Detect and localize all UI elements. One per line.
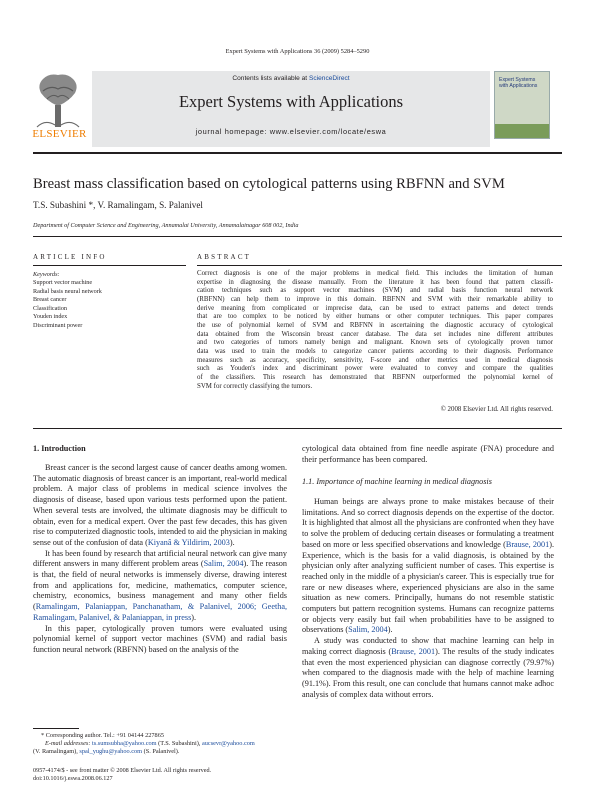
email-link[interactable]: spal_yughu@yahoo.com — [79, 748, 143, 755]
email-label: E-mail addresses: — [45, 740, 91, 747]
citation-link[interactable]: Brause, 2001 — [391, 646, 436, 656]
header-rule — [33, 152, 562, 154]
article-info-rule — [33, 265, 186, 266]
journal-homepage[interactable]: journal homepage: www.elsevier.com/locate/eswa — [195, 127, 387, 136]
copyright-line: © 2008 Elsevier Ltd. All rights reserved. — [440, 406, 553, 413]
body-paragraph — [33, 624, 287, 656]
abstract-bottom-rule — [33, 428, 562, 429]
journal-title: Expert Systems with Applications — [178, 92, 404, 111]
abstract-line: cation techniques such as support vector machines (SVM) and radial basis function neural network — [197, 287, 553, 295]
publisher-name: ELSEVIER — [32, 128, 87, 140]
abstract-line: expertise in diagnosing the disease manually. From the literature it has been found that pattern classifi- — [197, 278, 553, 286]
continuation-paragraph: cytological data obtained from fine needle aspirate (FNA) procedure and their performance has been compared. — [302, 444, 554, 464]
paragraph-text: Breast cancer is the second largest cause of cancer deaths among women. The automatic diagnosis of breast cancer is an important, real-world medical problem. A major class of problems in medical science involves the diagnosis of disease, based upon various tests performed upon the patient. When several tests are involved, the ultimate diagnosis may be difficult to obtain, even for a medical expert. Over the past few decades, this has given rise to computerized diagnostic tools, intended to aid the physician in making sense out of the confusion of data ( — [33, 463, 287, 547]
abstract-line: that are too complex to be noticed by either humans or other computer techniques. This paper compares — [197, 313, 553, 321]
paragraph-text: A study was conducted to show that machine learning can help in making correct diagnosis ( — [302, 636, 554, 656]
citation-link[interactable]: Brause, 2001 — [505, 539, 550, 549]
cover-title: Expert Systems with Applications — [499, 77, 538, 89]
paragraph-text: ). — [229, 537, 235, 547]
email-owner: (T.S. Subashini), — [158, 740, 201, 747]
email-owner: (V. Ramalingam), — [33, 748, 78, 755]
abstract-line: data was used to train the models to categorize cancer patients according to their diagnosis. Performance — [197, 347, 553, 355]
citation-link[interactable]: Kiyanâ & Yildirim, 2003 — [147, 537, 230, 547]
paragraph-text: ). Experience, which is the basis for a valid diagnosis, is obtained by the physician only after analyzing sufficient number of cases. This expertise is reached only in the middle of a physician's career. This is especially true for rare or new diseases where, experienced physicians are also in the same situation as new comers. Principally, humans do not resemble statistic computers but pattern recognition systems. Humans can recognize patterns or objects very easily but fail when probabilities have to be assigned to observations ( — [302, 539, 554, 635]
paragraph-text: ). — [387, 625, 393, 635]
abstract-line: measures such as accuracy, specificity, sensitivity, F-score and other metrics used in medical diagnosis — [197, 356, 553, 364]
right-column-continuation — [302, 444, 554, 465]
section-heading-introduction: 1. Introduction — [33, 444, 86, 453]
abstract-rule — [197, 265, 562, 266]
citation-link[interactable]: Salim, 2004 — [203, 559, 244, 569]
citation-link[interactable]: Ramalingam, Palaniappan, Panchanatham, & Palanivel, 2006; Geetha, Ramalingam, Palanivel, & Palaniappan, in press — [33, 602, 287, 622]
abstract-line: SVM for correctly classifying the tumors. — [197, 382, 313, 390]
footnote — [33, 732, 293, 756]
abstract-line: derive meaning from complicated or imprecise data, can be used to extract patterns and detect trends — [197, 304, 553, 312]
doi-line[interactable]: doi:10.1016/j.eswa.2008.06.127 — [33, 775, 113, 782]
article-title: Breast mass classification based on cytological patterns using RBFNN and SVM — [33, 176, 505, 192]
journal-cover-thumbnail — [494, 71, 550, 139]
keyword-item: Support vector machine — [33, 279, 93, 286]
keyword-item: Discriminant power — [33, 321, 83, 329]
abstract-body — [197, 270, 553, 391]
paragraph-text: It has been found by research that artificial neural network can give many different answers in many different problem areas ( — [33, 548, 287, 569]
keywords-label: Keywords: — [33, 271, 60, 278]
paragraph-text: ). — [191, 612, 197, 622]
paragraph-text: ). The results of the study indicates that even the most experienced physician can diagnose correctly (79.97%) when compared to the diagnosis made with the help of machine learning (91.1%). From this result, one can conclude that humans cannot make adhoc analysis of complex data without errors. — [302, 646, 554, 699]
subsection-heading: 1.1. Importance of machine learning in medical diagnosis — [302, 477, 492, 486]
cover-band — [495, 124, 549, 138]
issn-line: 0957-4174/$ - see front matter © 2008 Elsevier Ltd. All rights reserved. — [33, 767, 212, 774]
contents-line — [92, 75, 490, 82]
email-owner: (S. Palanivel). — [143, 748, 180, 755]
left-column-body — [33, 463, 287, 656]
contents-prefix: Contents lists available at — [232, 75, 309, 82]
keywords-list — [33, 279, 102, 331]
citation-link[interactable]: Salim, 2004 — [348, 625, 388, 635]
article-authors: T.S. Subashini *, V. Ramalingam, S. Palanivel — [33, 200, 203, 210]
right-column-body — [302, 497, 554, 700]
running-head: Expert Systems with Applications 36 (2009) 5284–5290 — [225, 48, 370, 55]
abstract-line: (RBFNN) can help them to improve in this domain. RBFNN and SVM with their remarkable ability to — [197, 295, 553, 303]
paragraph-text: Human beings are always prone to make mistakes because of their limitations. And so correct diagnosis depends on the expertise of the doctor. It is highlighted that almost all the physicians are confronted when they have to solve the problem of deducing certain diseases or formulating a treatment based on more or less specified observations and knowledge ( — [302, 497, 554, 549]
abstract-line: data obtained from the Wisconsin breast cancer database. The data set includes nine different attributes — [197, 330, 553, 338]
footnote-rule — [33, 728, 79, 729]
abstract-heading: ABSTRACT — [197, 253, 252, 261]
keyword-item: Youden index — [33, 313, 68, 321]
abstract-line: and two categories of tumors namely benign and malignant. Known sets of cytologically proven tumor — [197, 339, 553, 347]
keyword-item: Classification — [33, 304, 68, 312]
article-info-heading: ARTICLE INFO — [33, 253, 107, 261]
body-paragraph — [33, 463, 287, 549]
body-paragraph — [302, 497, 554, 636]
body-paragraph — [302, 636, 554, 700]
footnote-corresponding: Corresponding author. Tel.: +91 04144 227865 — [45, 732, 164, 739]
email-link[interactable]: aucsevr@yahoo.com — [201, 740, 255, 747]
paragraph-text: In this paper, cytologically proven tumors were evaluated using polynomial kernel of support vector machines (SVM) and radial basis function neural network (RBFNN) based on the analysis of the — [33, 623, 287, 654]
keyword-item: Breast cancer — [33, 296, 67, 304]
abstract-line: of the classifiers. This research has demonstrated that RBFNN outperformed the polynomial kernel of — [197, 373, 553, 381]
abstract-line: the use of polynomial kernel of SVM and RBFNN in ascertaining the diagnostic accuracy of cytological — [197, 321, 553, 329]
title-rule — [33, 236, 562, 237]
body-paragraph — [33, 549, 287, 624]
abstract-line: such as Youden's index and discriminant power were evaluated to convey and compare the qualities — [197, 365, 553, 373]
author-affiliation: Department of Computer Science and Engineering, Annamalai University, Annamalainagar 608 002, India — [33, 222, 299, 229]
keyword-item: Radial basis neural network — [33, 287, 102, 295]
footnote-marker: * — [41, 732, 45, 739]
sciencedirect-link[interactable]: ScienceDirect — [308, 75, 350, 82]
abstract-line: Correct diagnosis is one of the major problems in medical field. This includes the limitation of human — [197, 270, 553, 277]
paragraph-text: ). The reason is that, the field of neural networks is immensely diverse, drawing interest from and applications for, medicine, mathematics, computer science, chemistry, economics, business management and many other fields ( — [33, 559, 287, 612]
email-link[interactable]: ts.sumsubha@yahoo.com — [92, 740, 157, 747]
